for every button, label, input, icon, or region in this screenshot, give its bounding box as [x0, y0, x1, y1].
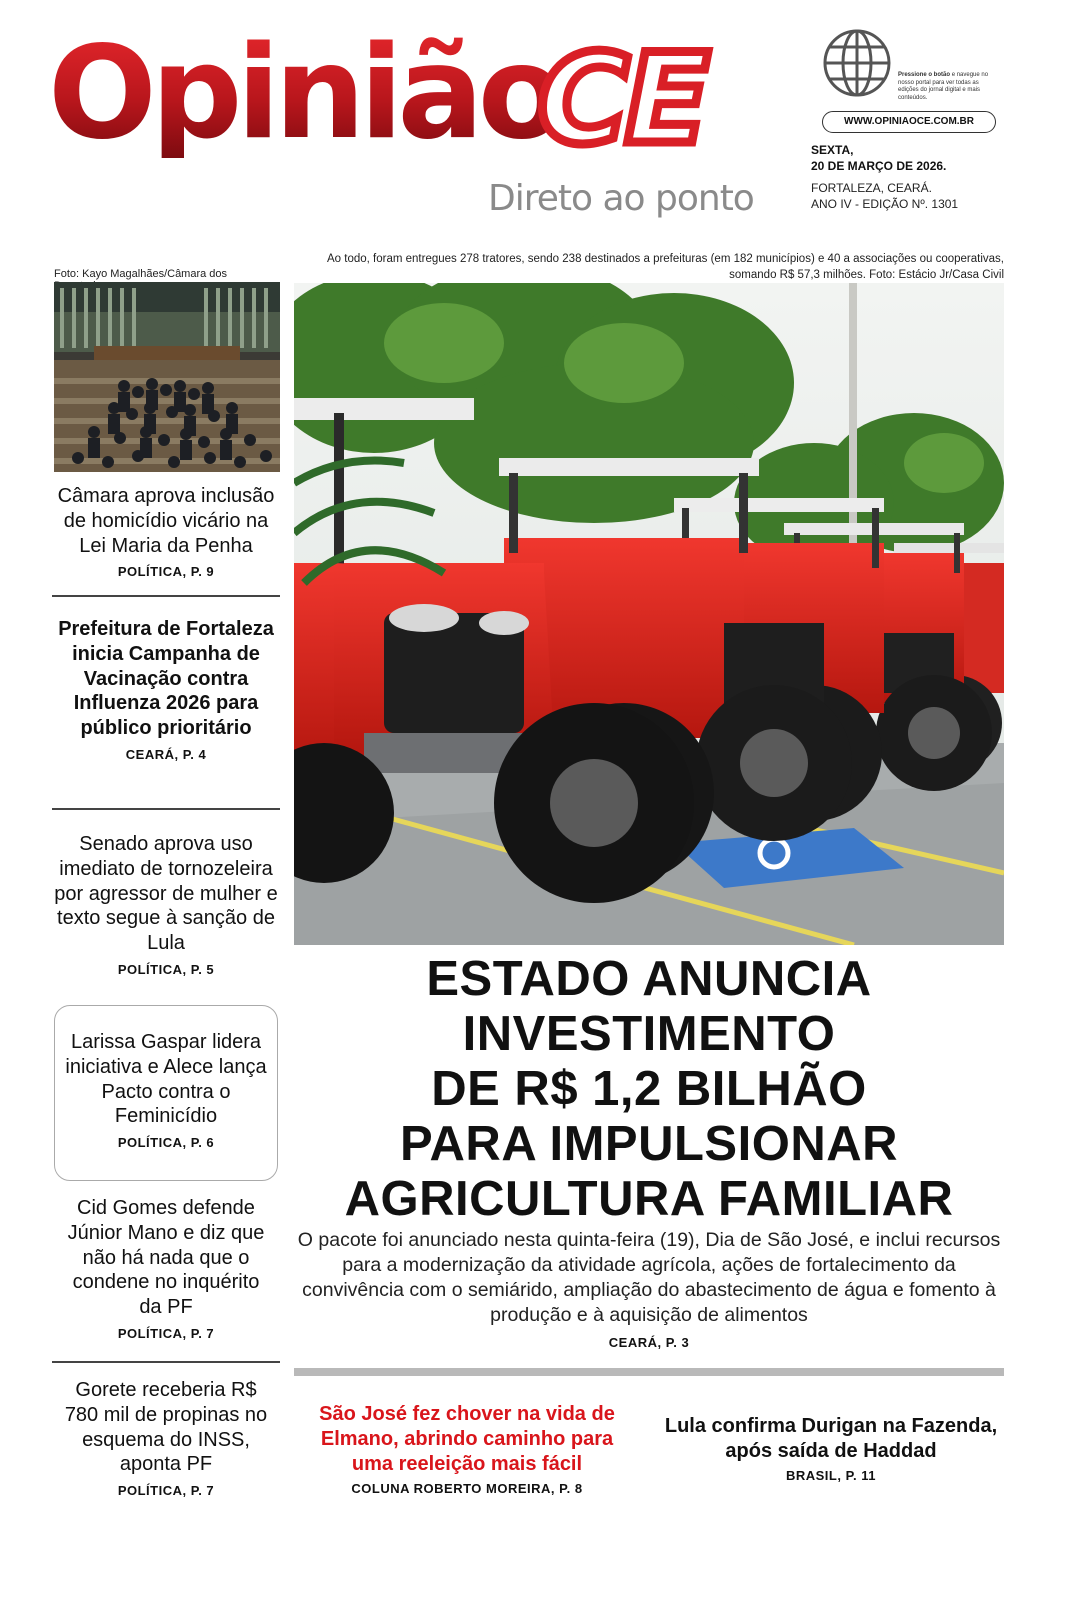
- bottom-left-section: COLUNA ROBERTO MOREIRA, P. 8: [351, 1481, 583, 1496]
- issue-date: [811, 142, 1031, 174]
- left-story-6[interactable]: [60, 1378, 272, 1498]
- divider: [52, 808, 280, 810]
- left-story-1-section: POLÍTICA, P. 9: [117, 564, 215, 580]
- website-link[interactable]: WWW.OPINIAOCE.COM.BR: [822, 111, 996, 133]
- left-story-2-section: CEARÁ, P. 4: [125, 746, 207, 762]
- left-story-5-headline: Cid Gomes defende Júnior Mano e diz que não há nada que o condene no inquérito da PF: [67, 1197, 265, 1319]
- left-story-3-headline: Senado aprova uso imediato de tornozeleira por agressor de mulher e texto segue à sanção de Lula: [54, 833, 278, 955]
- left-story-6-headline: Gorete receberia R$ 780 mil de propinas no esquema do INSS, aponta PF: [64, 1379, 268, 1476]
- left-story-5[interactable]: [64, 1196, 268, 1341]
- logo-ce: CE: [538, 28, 706, 172]
- bottom-story-right[interactable]: [658, 1414, 1004, 1483]
- main-headline-line-4: PARA IMPULSIONAR: [400, 1117, 898, 1171]
- bottom-right-section: BRASIL, P. 11: [785, 1468, 877, 1483]
- main-headline-line-2: INVESTIMENTO: [462, 1007, 836, 1061]
- left-story-3-section: POLÍTICA, P. 5: [117, 961, 215, 977]
- bottom-left-headline: São José fez chover na vida de Elmano, abrindo caminho para uma reeleição mais fácil: [319, 1403, 615, 1475]
- left-story-1-headline: Câmara aprova inclusão de homicídio vicário na Lei Maria da Penha: [57, 485, 275, 557]
- left-story-4-headline: Larissa Gaspar lidera iniciativa e Alece lança Pacto contra o Feminicídio: [65, 1031, 267, 1128]
- left-story-2-headline: Prefeitura de Fortaleza inicia Campanha de Vacinação contra Influenza 2026 para público prioritário: [58, 618, 274, 740]
- globe-icon[interactable]: [822, 28, 892, 98]
- left-story-2[interactable]: [52, 617, 280, 762]
- issue-weekday: SEXTA,: [811, 143, 854, 157]
- masthead-logo[interactable]: [48, 19, 808, 230]
- left-story-6-section: POLÍTICA, P. 7: [117, 1483, 215, 1499]
- globe-note-text: e navegue no nosso portal para ver todas as edições do jornal digital e mais conteúdos.: [898, 72, 989, 101]
- main-headline[interactable]: [294, 952, 1004, 1227]
- left-story-3[interactable]: [52, 832, 280, 977]
- tractors-photo[interactable]: [294, 283, 1004, 945]
- bottom-story-left[interactable]: [300, 1402, 634, 1496]
- left-story-5-section: POLÍTICA, P. 7: [117, 1325, 215, 1341]
- left-story-1[interactable]: [52, 484, 280, 579]
- tractors-photo-illustration: [294, 283, 1004, 945]
- issue-info: [811, 180, 1031, 212]
- main-photo-caption: Ao todo, foram entregues 278 tratores, sendo 238 destinados a prefeituras (em 182 municípios) e 40 a associações ou cooperativas, somando R$ 57,3 milhões. Foto: Estácio Jr/Casa Civil: [327, 253, 1004, 281]
- main-headline-line-5: AGRICULTURA FAMILIAR: [344, 1172, 954, 1226]
- main-headline-line-1: ESTADO ANUNCIA: [426, 952, 872, 1006]
- chamber-photo-illustration: [54, 282, 280, 472]
- left-story-4-section: POLÍTICA, P. 6: [117, 1135, 215, 1151]
- section-divider-bar: [294, 1368, 1004, 1376]
- divider: [52, 1361, 280, 1363]
- globe-note: [898, 72, 994, 102]
- logo-word: Opinião: [48, 19, 560, 168]
- issue-edition: ANO IV - EDIÇÃO Nº. 1301: [811, 197, 959, 212]
- issue-place: FORTALEZA, CEARÁ.: [811, 181, 932, 195]
- main-headline-line-3: DE R$ 1,2 BILHÃO: [431, 1062, 867, 1116]
- globe-note-bold: Pressione o botão: [898, 72, 951, 78]
- slogan: Direto ao ponto: [488, 178, 754, 219]
- main-lead: O pacote foi anunciado nesta quinta-feira (19), Dia de São José, e inclui recursos para a modernização da atividade agrícola, ações de fortalecimento da convivência com o semiárido, ampliação do abastecimento de água e fomento à produção e à aquisição de alimentos: [297, 1229, 1001, 1326]
- divider: [52, 595, 280, 597]
- issue-date-text: 20 DE MARÇO DE 2026.: [811, 159, 947, 174]
- chamber-photo[interactable]: [54, 282, 280, 472]
- left-photo-credit: Foto: Kayo Magalhães/Câmara dos: [54, 268, 228, 280]
- left-story-4[interactable]: [60, 1030, 272, 1150]
- main-section[interactable]: CEARÁ, P. 3: [608, 1335, 690, 1350]
- bottom-right-headline: Lula confirma Durigan na Fazenda, após saída de Haddad: [664, 1415, 998, 1462]
